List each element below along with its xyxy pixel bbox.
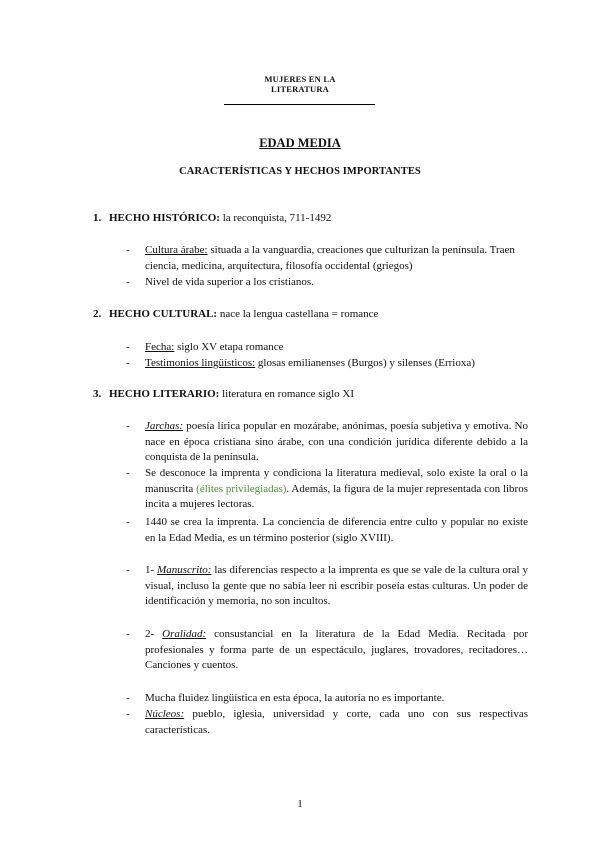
document-title-line-2: LITERATURA <box>270 84 330 94</box>
item-prefix: 1- <box>145 564 158 576</box>
subtitle: CARACTERÍSTICAS Y HECHOS IMPORTANTES <box>179 166 421 177</box>
item-text: poesía lírica popular en mozárabe, anónimas, poesía subjetiva y emotiva. No nace en época cristiana sino árabe, con una condición jurídica diferente debido a la conquista de la península. <box>145 420 528 463</box>
heading-text: la reconquista, 711-1492 <box>219 212 332 224</box>
item-prefix: 2- <box>145 628 163 640</box>
item-text: siglo XV etapa romance <box>174 341 284 353</box>
document-title <box>0 74 600 94</box>
list-item <box>126 691 528 707</box>
item-text: glosas emilianenses (Burgos) y silenses (Errioxa) <box>255 357 475 369</box>
bullet-dash: - <box>126 467 130 479</box>
bullet-dash: - <box>126 628 130 640</box>
list-item <box>126 419 528 466</box>
item-text: Se desconoce la imprenta y condiciona la literatura medieval, solo existe la oral o la manuscrita <box>145 467 528 495</box>
item-term: Manuscrito: <box>157 564 212 576</box>
title-underline-rule <box>224 104 375 105</box>
item-term: Cultura árabe: <box>145 244 208 256</box>
heading-number: 2. <box>93 308 102 320</box>
list-item <box>126 466 528 513</box>
list-item <box>126 340 528 356</box>
item-text: las diferencias respecto a la imprenta es que se vale de la cultura oral y visual, incluso la gente que no sabía leer ni escribir poseía estas culturas. Un poder de identificación y memoria, no son incultos. <box>145 564 528 607</box>
heading-label: HECHO LITERARIO: <box>109 388 220 400</box>
section-title: EDAD MEDIA <box>259 136 341 150</box>
bullet-dash: - <box>126 244 130 256</box>
page-number: 1 <box>297 798 303 810</box>
bullet-dash: - <box>126 276 130 288</box>
item-text: situada a la vanguardia, creaciones que culturizan la península. Traen ciencia, medicina, arquitectura, filosofía occidental (griegos) <box>145 244 515 272</box>
item-text: Mucha fluidez lingüística en esta época, la autoría no es importante. <box>145 692 445 704</box>
list-item <box>126 515 528 546</box>
item-text: . Además, la figura de la mujer representada con libros incita a mujeres lectoras. <box>145 482 529 510</box>
item-text: 1440 se crea la imprenta. La conciencia de diferencia entre culto y popular no existe en la Edad Media, es un término posterior (siglo XVIII). <box>145 516 528 544</box>
item-term: Núcleos: <box>145 708 185 720</box>
bullet-dash: - <box>126 357 130 369</box>
heading-label: HECHO CULTURAL: <box>109 308 218 320</box>
bullet-dash: - <box>126 516 130 528</box>
item-term: Oralidad: <box>162 628 207 640</box>
heading-number: 1. <box>93 212 102 224</box>
heading-label: HECHO HISTÓRICO: <box>109 212 220 224</box>
item-text: consustancial en la literatura de la Edad Media. Recitada por profesionales y forma parte de un espectáculo, juglares, trovadores, recitadores…Canciones y cuentos. <box>145 628 528 671</box>
item-term: Fecha: <box>145 341 175 353</box>
list-item <box>126 243 528 274</box>
highlighted-text: (élites privilegiadas) <box>196 482 287 495</box>
heading-text: literatura en romance siglo XI <box>219 388 355 400</box>
list-item <box>126 707 528 738</box>
bullet-dash: - <box>126 692 130 704</box>
bullet-dash: - <box>126 708 130 720</box>
bullet-dash: - <box>126 341 130 353</box>
item-term: Testimonios lingüísticos: <box>145 357 256 369</box>
list-item <box>126 275 528 291</box>
bullet-dash: - <box>126 564 130 576</box>
document-title-line-1: MUJERES EN LA <box>264 74 336 84</box>
bullet-dash: - <box>126 420 130 432</box>
list-item <box>126 563 528 610</box>
list-item <box>126 627 528 674</box>
item-text: Nivel de vida superior a los cristianos. <box>145 276 314 288</box>
list-item <box>126 356 528 372</box>
item-term: Jarchas: <box>145 420 184 432</box>
heading-text: nace la lengua castellana = romance <box>217 308 379 320</box>
heading-number: 3. <box>93 388 102 400</box>
item-text: pueblo, iglesia, universidad y corte, cada uno con sus respectivas características. <box>145 708 528 736</box>
